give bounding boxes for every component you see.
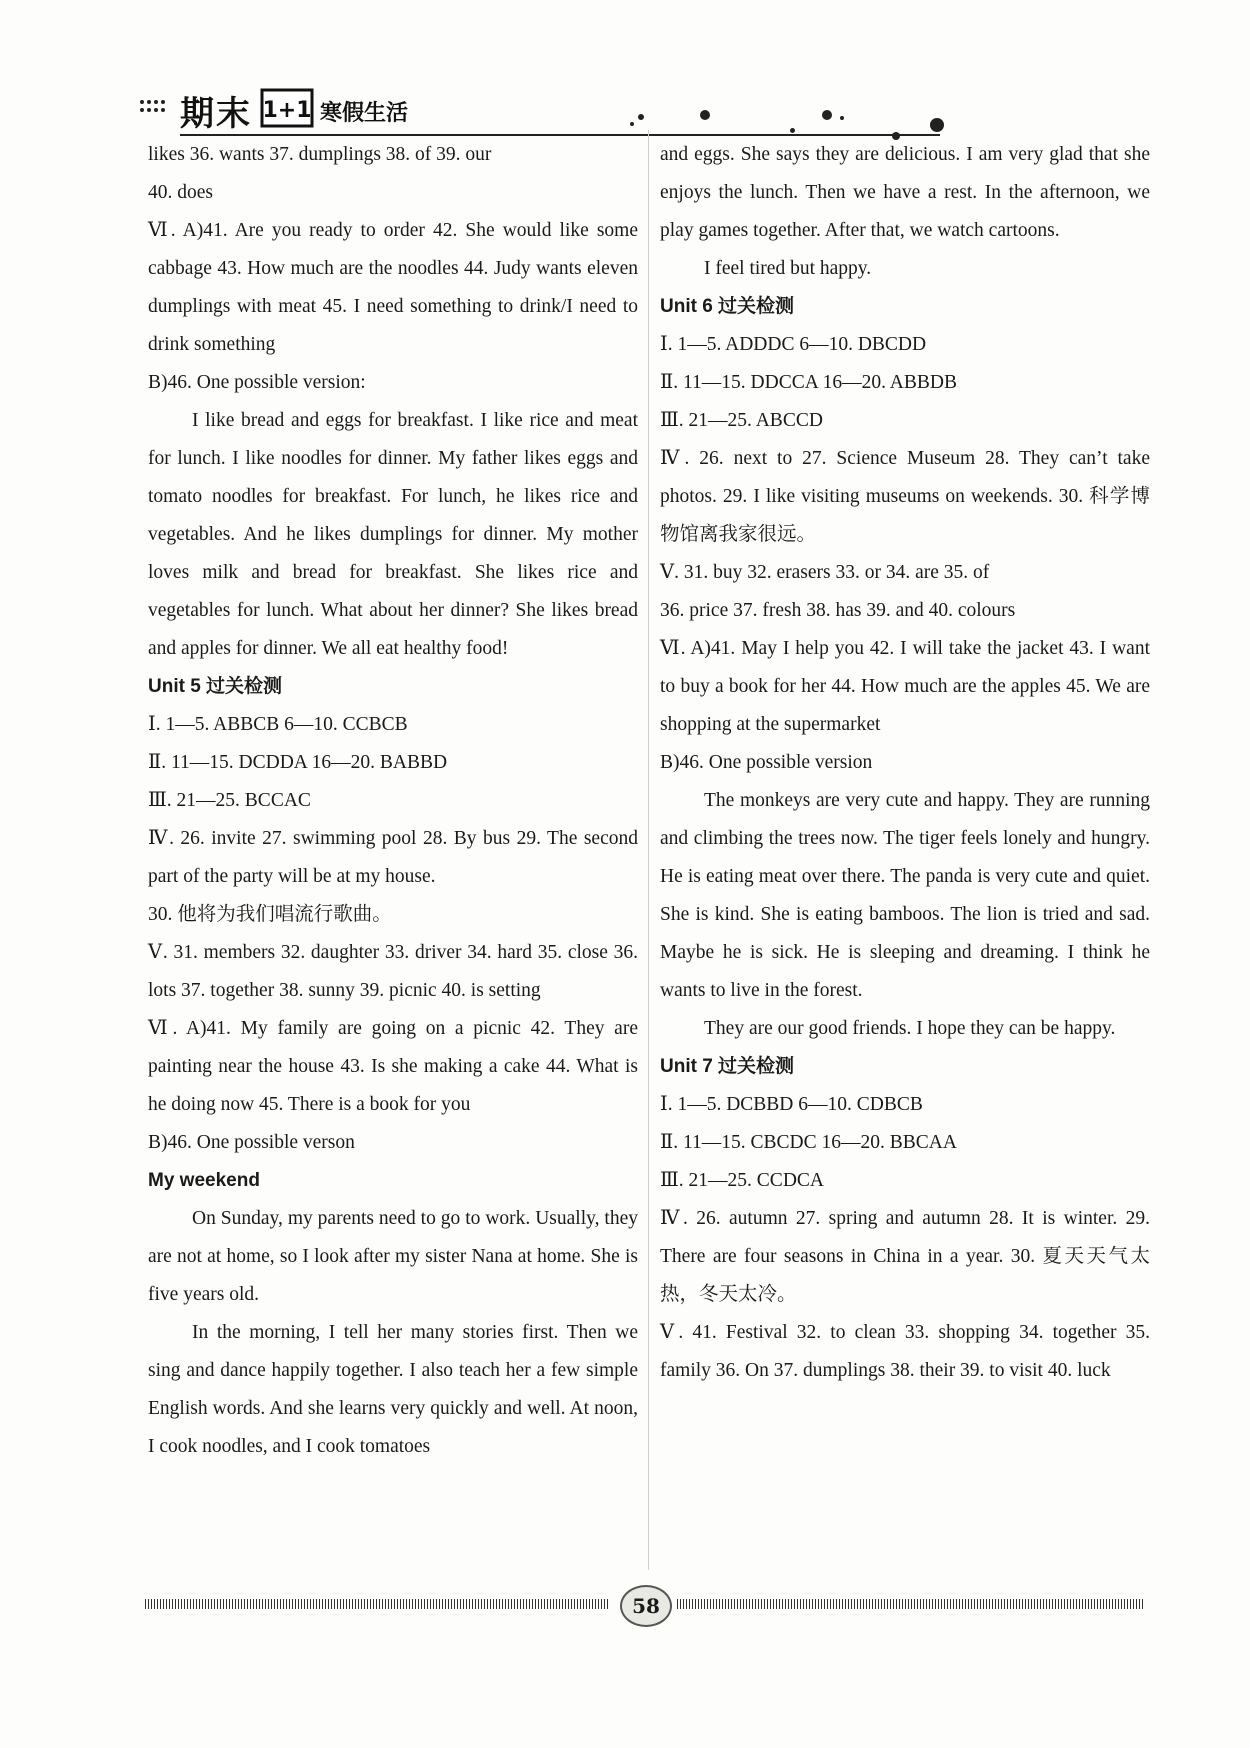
answer-line: Ⅲ. 21—25. CCDCA bbox=[660, 1170, 824, 1191]
answer-line: Ⅰ. 1—5. ADDDC 6—10. DBCDD bbox=[660, 334, 927, 355]
header-subtitle: 寒假生活 bbox=[320, 101, 409, 126]
answer-line: Ⅴ. 31. members 32. daughter 33. driver 34. hard 35. close 36. lots 37. together 38. sunny 39. picnic 40. is setting bbox=[148, 942, 638, 1001]
answer-line: B)46. One possible version: bbox=[148, 372, 366, 393]
answer-line: Ⅳ. 26. invite 27. swimming pool 28. By bus 29. The second part of the party will be at my house. bbox=[148, 828, 638, 887]
answer-line: Ⅲ. 21—25. ABCCD bbox=[660, 410, 823, 431]
logo-title: 期末 bbox=[180, 94, 252, 134]
page-footer bbox=[145, 1585, 1145, 1625]
sample-essay-paragraph: and eggs. She says they are delicious. I am very glad that she enjoys the lunch. Then we have a rest. In the afternoon, we play games together. After that, we watch cartoons. bbox=[660, 144, 1150, 241]
footer-hatch-left bbox=[145, 1599, 610, 1609]
answer-line: Ⅵ. A)41. May I help you 42. I will take the jacket 43. I want to buy a book for her 44. How much are the apples 45. We are shopping at the supermarket bbox=[660, 638, 1150, 735]
answer-line: Ⅰ. 1—5. ABBCB 6—10. CCBCB bbox=[148, 714, 408, 735]
logo-mark-text: 1+1 bbox=[262, 98, 312, 123]
unit-heading: Unit 7 过关检测 bbox=[660, 1056, 795, 1077]
answer-line: Ⅰ. 1—5. DCBBD 6—10. CDBCB bbox=[660, 1094, 923, 1115]
decor-dot bbox=[822, 110, 832, 120]
answer-line: Ⅳ. 26. next to 27. Science Museum 28. They can’t take photos. 29. I like visiting museums on weekends. 30. 科学博物馆离我家很远。 bbox=[660, 448, 1150, 545]
sample-essay-paragraph: On Sunday, my parents need to go to work. Usually, they are not at home, so I look after my sister Nana at home. She is five years old. bbox=[148, 1208, 638, 1305]
answer-line: likes 36. wants 37. dumplings 38. of 39. our bbox=[148, 144, 492, 165]
page-header bbox=[140, 80, 940, 140]
decor-dot bbox=[630, 122, 634, 126]
answer-line: Ⅵ. A)41. My family are going on a picnic 42. They are painting near the house 43. Is she making a cake 44. What is he doing now 45. There is a book for you bbox=[148, 1018, 638, 1115]
answer-line: 40. does bbox=[148, 182, 213, 203]
decor-dot bbox=[790, 128, 795, 133]
answer-line: 36. price 37. fresh 38. has 39. and 40. colours bbox=[660, 600, 1016, 621]
page-number: 58 bbox=[620, 1585, 672, 1627]
essay-title: My weekend bbox=[148, 1170, 260, 1191]
unit-heading: Unit 5 过关检测 bbox=[148, 676, 283, 697]
answer-line: 30. 他将为我们唱流行歌曲。 bbox=[148, 904, 392, 925]
answer-line: Ⅱ. 11—15. DCDDA 16—20. BABBD bbox=[148, 752, 448, 773]
footer-hatch-right bbox=[677, 1599, 1145, 1609]
sample-essay-paragraph: I feel tired but happy. bbox=[704, 258, 872, 279]
sample-essay-paragraph: I like bread and eggs for breakfast. I like rice and meat for lunch. I like noodles for dinner. My father likes eggs and tomato noodles for breakfast. For lunch, he likes rice and vegetables. And he likes dumplings for dinner. My mother loves milk and bread for breakfast. She likes rice and vegetables for lunch. What about her dinner? She likes bread and apples for dinner. We all eat healthy food! bbox=[148, 410, 638, 659]
answer-line: Ⅳ. 26. autumn 27. spring and autumn 28. It is winter. 29. There are four seasons in China in a year. 30. 夏天天气太热，冬天太冷。 bbox=[660, 1208, 1150, 1305]
decor-dot bbox=[638, 114, 644, 120]
answer-line: Ⅴ. 41. Festival 32. to clean 33. shopping 34. together 35. family 36. On 37. dumplings 38. their 39. to visit 40. luck bbox=[660, 1322, 1150, 1381]
sample-essay-paragraph: The monkeys are very cute and happy. They are running and climbing the trees now. The tiger feels lonely and hungry. He is eating meat over there. The panda is very cute and quiet. She is kind. She is eating bamboos. The lion is tried and sad. Maybe he is sick. He is sleeping and dreaming. I think he wants to live in the forest. bbox=[660, 790, 1150, 1001]
decor-dot bbox=[700, 110, 710, 120]
answer-line: B)46. One possible verson bbox=[148, 1132, 355, 1153]
sample-essay-paragraph: They are our good friends. I hope they can be happy. bbox=[704, 1018, 1116, 1039]
dot-grid-ornament bbox=[140, 100, 170, 120]
answer-line: Ⅱ. 11—15. DDCCA 16—20. ABBDB bbox=[660, 372, 957, 393]
answer-line: Ⅱ. 11—15. CBCDC 16—20. BBCAA bbox=[660, 1132, 957, 1153]
unit-heading: Unit 6 过关检测 bbox=[660, 296, 795, 317]
column-divider bbox=[648, 130, 649, 1570]
logo-mark bbox=[258, 84, 316, 130]
left-column bbox=[148, 136, 638, 1466]
answer-line: Ⅵ. A)41. Are you ready to order 42. She would like some cabbage 43. How much are the noodles 44. Judy wants eleven dumplings with meat 45. I need something to drink/I need to drink something bbox=[148, 220, 638, 355]
sample-essay-paragraph: In the morning, I tell her many stories first. Then we sing and dance happily together. I also teach her a few simple English words. And she learns very quickly and well. At noon, I cook noodles, and I cook tomatoes bbox=[148, 1322, 638, 1457]
answer-line: B)46. One possible version bbox=[660, 752, 873, 773]
decor-dot bbox=[930, 118, 944, 132]
answer-line: Ⅴ. 31. buy 32. erasers 33. or 34. are 35. of bbox=[660, 562, 990, 583]
answer-line: Ⅲ. 21—25. BCCAC bbox=[148, 790, 311, 811]
decor-dot bbox=[840, 116, 844, 120]
right-column bbox=[660, 136, 1150, 1390]
